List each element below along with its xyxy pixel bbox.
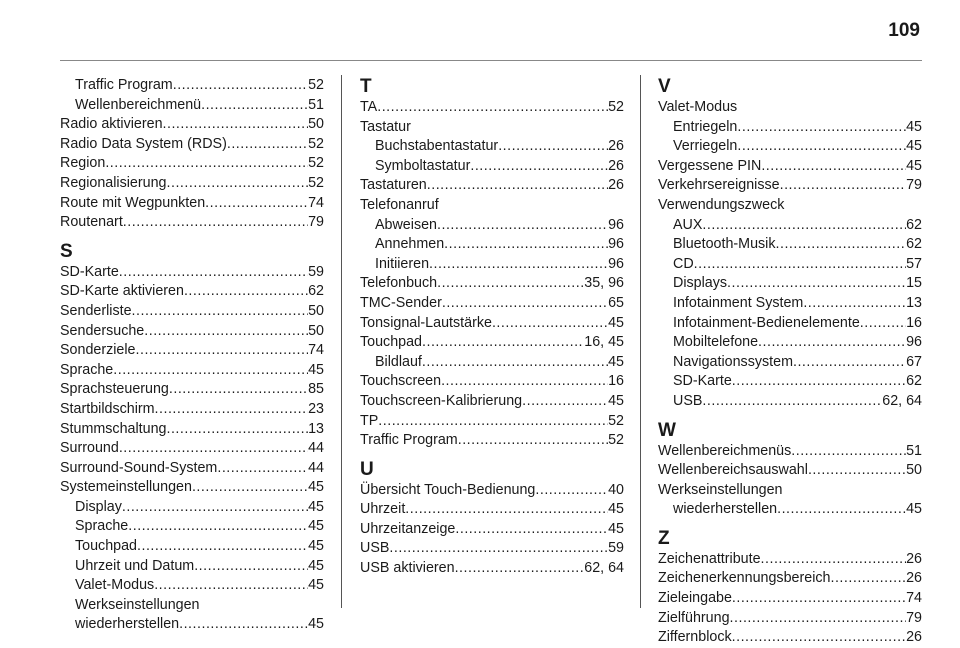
- entry-label: Touchscreen-Kalibrierung: [360, 392, 523, 409]
- index-entry: [60, 174, 324, 194]
- dot-leader: [128, 517, 308, 537]
- index-entry: [360, 539, 624, 559]
- entry-label: Ziffernblock: [658, 629, 732, 646]
- entry-label: Displays: [673, 275, 728, 292]
- entry-page-ref: 74: [906, 590, 922, 607]
- index-column-2: [360, 76, 624, 579]
- entry-label: Surround: [60, 440, 119, 457]
- index-entry: [360, 412, 624, 432]
- dot-leader: [194, 557, 308, 577]
- entry-page-ref: 35, 96: [584, 275, 624, 292]
- index-entry: [360, 294, 624, 314]
- dot-leader: [227, 135, 308, 155]
- dot-leader: [427, 176, 608, 196]
- entry-page-ref: 50: [308, 302, 324, 319]
- dot-leader: [113, 361, 308, 381]
- dot-leader: [694, 255, 906, 275]
- entry-page-ref: 85: [308, 381, 324, 398]
- entry-label: Sendersuche: [60, 322, 145, 339]
- entry-page-ref: 79: [906, 609, 922, 626]
- entry-page-ref: 50: [906, 462, 922, 479]
- entry-page-ref: 23: [308, 400, 324, 417]
- entry-label: Wellenbereichmenü: [75, 96, 202, 113]
- index-entry: [360, 333, 624, 353]
- index-subentry: [658, 274, 922, 294]
- index-entry: [360, 176, 624, 196]
- entry-page-ref: 45: [906, 157, 922, 174]
- index-heading: Tastatur: [360, 118, 411, 135]
- entry-page-ref: 45: [308, 577, 324, 594]
- section-letter: V: [658, 76, 671, 97]
- entry-page-ref: 96: [906, 334, 922, 351]
- index-subentry: [60, 76, 324, 96]
- dot-leader: [132, 302, 309, 322]
- dot-leader: [776, 235, 907, 255]
- entry-page-ref: 44: [308, 459, 324, 476]
- dot-leader: [441, 372, 608, 392]
- entry-label: Radio aktivieren: [60, 116, 163, 133]
- dot-leader: [201, 96, 308, 116]
- index-entry: [658, 550, 922, 570]
- index-entry: [360, 559, 624, 579]
- entry-label: USB: [673, 392, 703, 409]
- dot-leader: [442, 294, 608, 314]
- entry-label: Annehmen: [375, 236, 445, 253]
- entry-page-ref: 44: [308, 440, 324, 457]
- entry-page-ref: 16: [906, 314, 922, 331]
- dot-leader: [179, 615, 308, 635]
- entry-page-ref: 62: [906, 216, 922, 233]
- entry-label: Touchscreen: [360, 373, 442, 390]
- dot-leader: [808, 461, 906, 481]
- entry-label: Uhrzeit und Datum: [75, 557, 195, 574]
- index-entry: [360, 274, 624, 294]
- entry-page-ref: 15: [906, 275, 922, 292]
- dot-leader: [492, 314, 608, 334]
- dot-leader: [791, 442, 906, 462]
- dot-leader: [444, 235, 608, 255]
- dot-leader: [173, 76, 308, 96]
- entry-page-ref: 13: [308, 420, 324, 437]
- entry-label: SD-Karte: [60, 263, 119, 280]
- entry-page-ref: 13: [906, 294, 922, 311]
- entry-page-ref: 45: [608, 501, 624, 518]
- index-entry: [60, 154, 324, 174]
- dot-leader: [535, 481, 608, 501]
- entry-label: Region: [60, 155, 106, 172]
- entry-label: Regionalisierung: [60, 174, 167, 191]
- index-heading: Valet-Modus: [658, 99, 738, 115]
- index-entry: [360, 520, 624, 540]
- index-entry: [658, 628, 922, 648]
- entry-label: Startbildschirm: [60, 400, 155, 417]
- dot-leader: [455, 520, 608, 540]
- entry-page-ref: 52: [608, 432, 624, 449]
- dot-leader: [217, 459, 308, 479]
- dot-leader: [154, 576, 308, 596]
- entry-page-ref: 52: [608, 412, 624, 429]
- index-subheading: Werkseinstellungen: [75, 596, 200, 613]
- entry-label: Infotainment-Bedienelemente: [673, 314, 860, 331]
- entry-label: Sprache: [75, 518, 129, 535]
- entry-label: Tonsignal-Lautstärke: [360, 314, 492, 331]
- entry-label: TA: [360, 99, 378, 115]
- entry-page-ref: 16: [608, 373, 624, 390]
- dot-leader: [761, 550, 907, 570]
- index-entry: [360, 481, 624, 501]
- entry-page-ref: 26: [608, 157, 624, 174]
- entry-label: Navigationssystem: [673, 353, 793, 370]
- index-entry: [60, 341, 324, 361]
- dot-leader: [780, 176, 907, 196]
- entry-label: Surround-Sound-System: [60, 459, 218, 476]
- index-entry: [658, 442, 922, 462]
- entry-page-ref: 26: [608, 177, 624, 194]
- index-subentry: [360, 235, 624, 255]
- index-entry: [360, 392, 624, 412]
- index-entry: [360, 314, 624, 334]
- entry-label: CD: [673, 255, 694, 272]
- entry-page-ref: 50: [308, 322, 324, 339]
- entry-label: Sprache: [60, 361, 114, 378]
- index-subentry: [658, 255, 922, 275]
- dot-leader: [761, 157, 906, 177]
- entry-label: Traffic Program: [360, 432, 458, 449]
- dot-leader: [205, 194, 308, 214]
- dot-leader: [458, 431, 608, 451]
- entry-label: Sonderziele: [60, 342, 136, 359]
- section-letter: T: [360, 76, 372, 97]
- entry-label: Vergessene PIN: [658, 157, 762, 174]
- index-subentry: [658, 314, 922, 334]
- entry-label: Abweisen: [375, 216, 437, 233]
- dot-leader: [422, 353, 608, 373]
- dot-leader: [470, 157, 608, 177]
- entry-label: TMC-Sender: [360, 294, 442, 311]
- entry-page-ref: 26: [906, 570, 922, 587]
- index-subentry: [60, 498, 324, 518]
- index-entry: [658, 176, 922, 196]
- entry-page-ref: 51: [308, 96, 324, 113]
- entry-page-ref: 52: [308, 77, 324, 93]
- entry-label: Route mit Wegpunkten: [60, 194, 206, 211]
- entry-label: Zieleingabe: [658, 590, 732, 607]
- index-entry: [360, 372, 624, 392]
- entry-label: Infotainment System: [673, 294, 804, 311]
- entry-page-ref: 62: [308, 283, 324, 300]
- dot-leader: [119, 439, 308, 459]
- index-entry: [60, 459, 324, 479]
- index-subentry: [60, 576, 324, 596]
- entry-label: USB aktivieren: [360, 560, 455, 577]
- entry-label: Traffic Program: [75, 77, 173, 93]
- entry-page-ref: 59: [308, 263, 324, 280]
- index-subentry: [60, 537, 324, 557]
- dot-leader: [377, 98, 608, 118]
- dot-leader: [727, 274, 906, 294]
- dot-leader: [702, 216, 906, 236]
- index-entry: [60, 282, 324, 302]
- index-entry: [360, 431, 624, 451]
- entry-label: wiederherstellen: [673, 501, 778, 518]
- entry-page-ref: 40: [608, 481, 624, 498]
- index-entry: [60, 380, 324, 400]
- index-subentry: [658, 294, 922, 314]
- dot-leader: [758, 333, 906, 353]
- index-entry: [60, 302, 324, 322]
- entry-page-ref: 62: [906, 373, 922, 390]
- entry-label: Buchstabentastatur: [375, 138, 499, 155]
- section-letter: S: [60, 240, 73, 262]
- index-entry: [658, 461, 922, 481]
- entry-page-ref: 45: [906, 118, 922, 135]
- entry-label: Wellenbereichsauswahl: [658, 462, 808, 479]
- index-subentry: [360, 255, 624, 275]
- index-column-3: [658, 76, 922, 648]
- index-subentry: [658, 333, 922, 353]
- entry-page-ref: 45: [308, 479, 324, 496]
- dot-leader: [155, 400, 309, 420]
- dot-leader: [732, 628, 906, 648]
- section-letter: Z: [658, 527, 670, 549]
- index-subentry: [60, 96, 324, 116]
- entry-label: Zeichenattribute: [658, 550, 761, 567]
- dot-leader: [732, 372, 906, 392]
- entry-page-ref: 45: [308, 361, 324, 378]
- dot-leader: [702, 392, 882, 412]
- index-subentry: [658, 392, 922, 412]
- index-entry: [60, 478, 324, 498]
- entry-label: Valet-Modus: [75, 577, 155, 594]
- entry-label: Senderliste: [60, 302, 132, 319]
- entry-page-ref: 50: [308, 116, 324, 133]
- entry-page-ref: 96: [608, 236, 624, 253]
- dot-leader: [437, 216, 608, 236]
- entry-page-ref: 52: [308, 155, 324, 172]
- index-subentry: [360, 137, 624, 157]
- dot-leader: [144, 322, 308, 342]
- dot-leader: [137, 537, 308, 557]
- index-entry: [658, 609, 922, 629]
- index-entry: [60, 194, 324, 214]
- index-entry: [360, 500, 624, 520]
- index-subentry: [360, 353, 624, 373]
- dot-leader: [136, 341, 309, 361]
- dot-leader: [163, 115, 309, 135]
- entry-label: Verriegeln: [673, 138, 738, 155]
- dot-leader: [860, 314, 906, 334]
- dot-leader: [737, 137, 906, 157]
- entry-page-ref: 26: [906, 629, 922, 646]
- entry-page-ref: 45: [308, 616, 324, 633]
- section-letter: U: [360, 458, 374, 480]
- column-divider: [341, 75, 342, 608]
- dot-leader: [422, 333, 584, 353]
- entry-page-ref: 65: [608, 294, 624, 311]
- entry-page-ref: 45: [608, 353, 624, 370]
- index-entry: [60, 361, 324, 381]
- index-entry: [60, 263, 324, 283]
- index-subentry: [360, 216, 624, 236]
- index-subentry: [360, 157, 624, 177]
- index-subentry: [60, 517, 324, 537]
- entry-page-ref: 26: [608, 138, 624, 155]
- index-subentry: [658, 216, 922, 236]
- entry-page-ref: 62: [906, 236, 922, 253]
- entry-label: Verkehrsereignisse: [658, 177, 780, 194]
- entry-label: Tastaturen: [360, 177, 427, 194]
- dot-leader: [793, 353, 906, 373]
- entry-label: Uhrzeitanzeige: [360, 520, 456, 537]
- entry-page-ref: 62, 64: [584, 560, 624, 577]
- entry-label: SD-Karte: [673, 373, 732, 390]
- entry-page-ref: 45: [608, 314, 624, 331]
- entry-page-ref: 51: [906, 442, 922, 459]
- index-entry: [60, 439, 324, 459]
- entry-page-ref: 45: [308, 498, 324, 515]
- entry-page-ref: 62, 64: [882, 392, 922, 409]
- entry-label: Sprachsteuerung: [60, 381, 169, 398]
- section-letter: W: [658, 419, 676, 441]
- entry-label: SD-Karte aktivieren: [60, 283, 184, 300]
- dot-leader: [192, 478, 308, 498]
- entry-page-ref: 79: [308, 214, 324, 231]
- entry-page-ref: 96: [608, 255, 624, 272]
- column-divider: [640, 75, 641, 608]
- entry-page-ref: 16, 45: [584, 334, 624, 351]
- dot-leader: [167, 174, 309, 194]
- entry-page-ref: 52: [308, 174, 324, 191]
- index-subentry: [658, 353, 922, 373]
- entry-page-ref: 45: [906, 501, 922, 518]
- dot-leader: [119, 263, 308, 283]
- entry-page-ref: 45: [608, 392, 624, 409]
- entry-label: Übersicht Touch-Bedienung: [360, 481, 536, 498]
- entry-label: Display: [75, 498, 122, 515]
- dot-leader: [730, 609, 907, 629]
- index-entry: [60, 213, 324, 233]
- dot-leader: [166, 420, 308, 440]
- dot-leader: [184, 282, 308, 302]
- entry-page-ref: 52: [308, 135, 324, 152]
- page-number: 109: [888, 20, 920, 41]
- index-heading: Verwendungszweck: [658, 196, 785, 213]
- entry-label: Initiieren: [375, 255, 430, 272]
- entry-page-ref: 45: [308, 518, 324, 535]
- index-subentry: [658, 137, 922, 157]
- index-heading: Werkseinstellungen: [658, 481, 783, 498]
- index-column-1: [60, 76, 324, 635]
- header-rule: [60, 60, 922, 61]
- dot-leader: [737, 118, 906, 138]
- index-entry: [658, 569, 922, 589]
- entry-page-ref: 45: [308, 538, 324, 555]
- dot-leader: [522, 392, 608, 412]
- index-entry: [60, 322, 324, 342]
- dot-leader: [122, 498, 308, 518]
- index-subentry: [60, 615, 324, 635]
- entry-page-ref: 96: [608, 216, 624, 233]
- index-subentry: [658, 118, 922, 138]
- entry-label: TP: [360, 412, 379, 429]
- entry-label: Uhrzeit: [360, 501, 406, 518]
- dot-leader: [169, 380, 308, 400]
- index-subentry: [658, 500, 922, 520]
- entry-page-ref: 67: [906, 353, 922, 370]
- entry-label: Wellenbereichmenüs: [658, 442, 792, 459]
- entry-label: Routenart: [60, 214, 123, 231]
- entry-label: AUX: [673, 216, 703, 233]
- dot-leader: [830, 569, 906, 589]
- entry-label: Bluetooth-Musik: [673, 236, 776, 253]
- dot-leader: [378, 412, 608, 432]
- dot-leader: [803, 294, 906, 314]
- dot-leader: [105, 154, 308, 174]
- dot-leader: [437, 274, 584, 294]
- dot-leader: [777, 500, 906, 520]
- dot-leader: [405, 500, 608, 520]
- entry-page-ref: 74: [308, 194, 324, 211]
- dot-leader: [732, 589, 906, 609]
- index-subentry: [658, 372, 922, 392]
- entry-label: Stummschaltung: [60, 420, 167, 437]
- index-entry: [60, 135, 324, 155]
- entry-label: Touchpad: [360, 334, 423, 351]
- entry-label: Bildlauf: [375, 353, 422, 370]
- dot-leader: [389, 539, 608, 559]
- entry-page-ref: 45: [308, 557, 324, 574]
- entry-page-ref: 52: [608, 99, 624, 115]
- dot-leader: [455, 559, 585, 579]
- entry-page-ref: 79: [906, 177, 922, 194]
- index-subentry: [60, 557, 324, 577]
- index-heading: Telefonanruf: [360, 196, 439, 213]
- entry-page-ref: 57: [906, 255, 922, 272]
- entry-label: USB: [360, 540, 390, 557]
- dot-leader: [429, 255, 608, 275]
- index-entry: [658, 157, 922, 177]
- index-entry: [60, 400, 324, 420]
- dot-leader: [123, 213, 308, 233]
- entry-label: Touchpad: [75, 538, 138, 555]
- entry-label: Zeichenerkennungsbereich: [658, 570, 831, 587]
- entry-label: Systemeinstellungen: [60, 479, 192, 496]
- entry-page-ref: 45: [608, 520, 624, 537]
- entry-label: Radio Data System (RDS): [60, 135, 227, 152]
- entry-label: wiederherstellen: [75, 616, 180, 633]
- entry-label: Symboltastatur: [375, 157, 471, 174]
- dot-leader: [498, 137, 608, 157]
- entry-label: Zielführung: [658, 609, 730, 626]
- index-entry: [658, 589, 922, 609]
- entry-page-ref: 59: [608, 540, 624, 557]
- index-subentry: [658, 235, 922, 255]
- index-entry: [360, 98, 624, 118]
- entry-page-ref: 26: [906, 550, 922, 567]
- index-entry: [60, 420, 324, 440]
- entry-page-ref: 45: [906, 138, 922, 155]
- entry-page-ref: 74: [308, 342, 324, 359]
- entry-label: Telefonbuch: [360, 275, 438, 292]
- index-entry: [60, 115, 324, 135]
- entry-label: Entriegeln: [673, 118, 738, 135]
- entry-label: Mobiltelefone: [673, 334, 759, 351]
